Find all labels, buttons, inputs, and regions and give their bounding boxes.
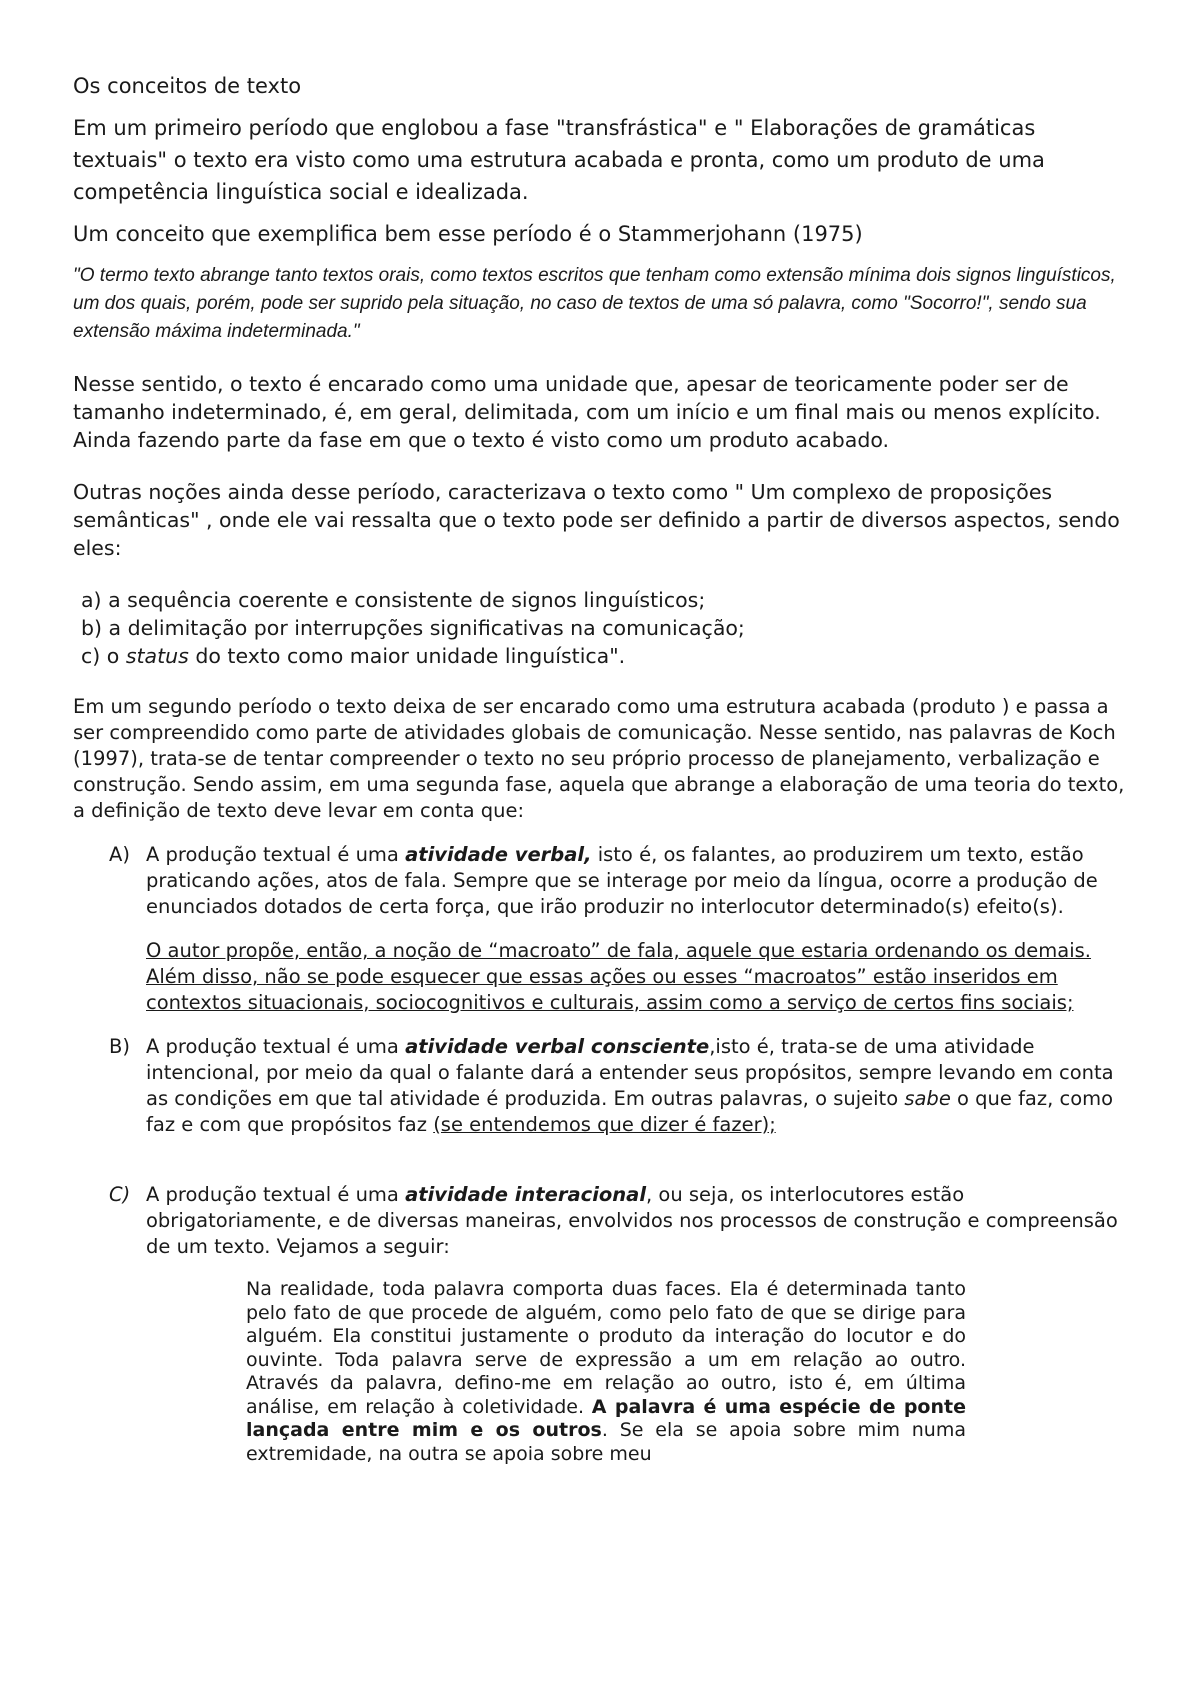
blockquote-bold: A palavra é uma espécie de ponte lançada entre mim e os outros [246, 1395, 966, 1441]
item-a-before: A produção textual é uma [146, 843, 406, 866]
item-b-italic: sabe [904, 1087, 951, 1110]
stammerjohann-quote: "O termo texto abrange tanto textos orais, como textos escritos que tenham como extensão mínima dois signos linguísticos, um dos quais, porém, pode ser suprido pela situação, no caso de textos de uma só palavra, como "Socorro!", sendo sua extensão máxima indeterminada." [73, 265, 1116, 342]
item-c-before: A produção textual é uma [146, 1183, 406, 1206]
item-b-after1: ,isto é, trata-se de uma atividade intencional, por meio da qual o falante dará a entender seus propósitos, sempre levando em conta as condições em que tal atividade é produzida. Em outras palavras, o sujeito [146, 1035, 1114, 1110]
item-c-after: , ou seja, os interlocutores estão obrigatoriamente, e de diversas maneiras, envolvidos nos processos de construção e compreensão de um texto. Vejamos a seguir: [146, 1183, 1118, 1258]
aspects-list [73, 586, 1133, 670]
paragraph-other-notions: Outras noções ainda desse período, caracterizava o texto como " Um complexo de proposições semânticas" , onde ele vai ressalta que o texto pode ser definido a partir de diversos aspectos, sendo eles: [73, 480, 1120, 560]
list-item-c [73, 1182, 1133, 1260]
paragraph-stammerjohann: Um conceito que exemplifica bem esse período é o Stammerjohann (1975) [73, 222, 863, 246]
item-c-bold: atividade interacional [405, 1183, 646, 1206]
paragraph-first-period: Em um primeiro período que englobou a fase "transfrástica" e " Elaborações de gramáticas textuais" o texto era visto como uma estrutura acabada e pronta, como um produto de uma competência linguística social e idealizada. [73, 116, 1045, 204]
blockquote-after: . Se ela se apoia sobre mim numa extremidade, na outra se apoia sobre meu [246, 1419, 966, 1465]
aspect-item-a: a) a sequência coerente e consistente de signos linguísticos; [81, 588, 706, 612]
aspect-item-c-italic: status [125, 644, 189, 668]
document-title: Os conceitos de texto [73, 74, 302, 98]
item-a-bold: atividade verbal, [405, 843, 592, 866]
item-b-after2: o que faz, como faz e com que propósitos faz [146, 1087, 1114, 1136]
item-a-underlined-note: O autor propõe, então, a noção de “macroato” de fala, aquele que estaria ordenando os demais. Além disso, não se pode esquecer que essas ações ou esses “macroatos” estão inseridos em contextos situacionais, sociocognitivos e culturais, assim como a serviço de certos fins sociais; [146, 939, 1092, 1014]
list-item-a [73, 842, 1133, 920]
list-marker-a: A) [109, 843, 130, 866]
bakhtin-blockquote [246, 1278, 966, 1466]
item-b-bold: atividade verbal consciente [405, 1035, 710, 1058]
aspect-item-c-after: do texto como maior unidade linguística". [188, 644, 626, 668]
aspect-item-b: b) a delimitação por interrupções significativas na comunicação; [81, 616, 745, 640]
aspect-item-c [81, 642, 1133, 670]
aspect-item-c-before: c) o [81, 644, 126, 668]
item-b-before: A produção textual é uma [146, 1035, 406, 1058]
list-marker-c: C) [109, 1183, 131, 1206]
item-b-underlined: (se entendemos que dizer é fazer); [433, 1113, 776, 1136]
document-page [73, 70, 1133, 1466]
paragraph-sense: Nesse sentido, o texto é encarado como uma unidade que, apesar de teoricamente poder ser de tamanho indeterminado, é, em geral, delimitada, com um início e um final mais ou menos explícito. Ainda fazendo parte da fase em que o texto é visto como um produto acabado. [73, 372, 1101, 452]
list-item-b [73, 1034, 1133, 1138]
item-a-after: isto é, os falantes, ao produzirem um texto, estão praticando ações, atos de fala. Sempre que se interage por meio da língua, ocorre a produção de enunciados dotados de certa força, que irão produzir no interlocutor determinado(s) efeito(s). [146, 843, 1098, 918]
paragraph-second-period: Em um segundo período o texto deixa de ser encarado como uma estrutura acabada (produto ) e passa a ser compreendido como parte de atividades globais de comunicação. Nesse sentido, nas palavras de Koch (1997), trata-se de tentar compreender o texto no seu próprio processo de planejamento, verbalização e construção. Sendo assim, em uma segunda fase, aquela que abrange a elaboração de uma teoria do texto, a definição de texto deve levar em conta que: [73, 695, 1125, 822]
blockquote-before: Na realidade, toda palavra comporta duas faces. Ela é determinada tanto pelo fato de que procede de alguém, como pelo fato de que se dirige para alguém. Ela constitui justamente o produto da interação do locutor e do ouvinte. Toda palavra serve de expressão a um em relação ao outro. Através da palavra, defino-me em relação ao outro, isto é, em última análise, em relação à coletividade. [246, 1278, 966, 1418]
list-marker-b: B) [109, 1035, 130, 1058]
